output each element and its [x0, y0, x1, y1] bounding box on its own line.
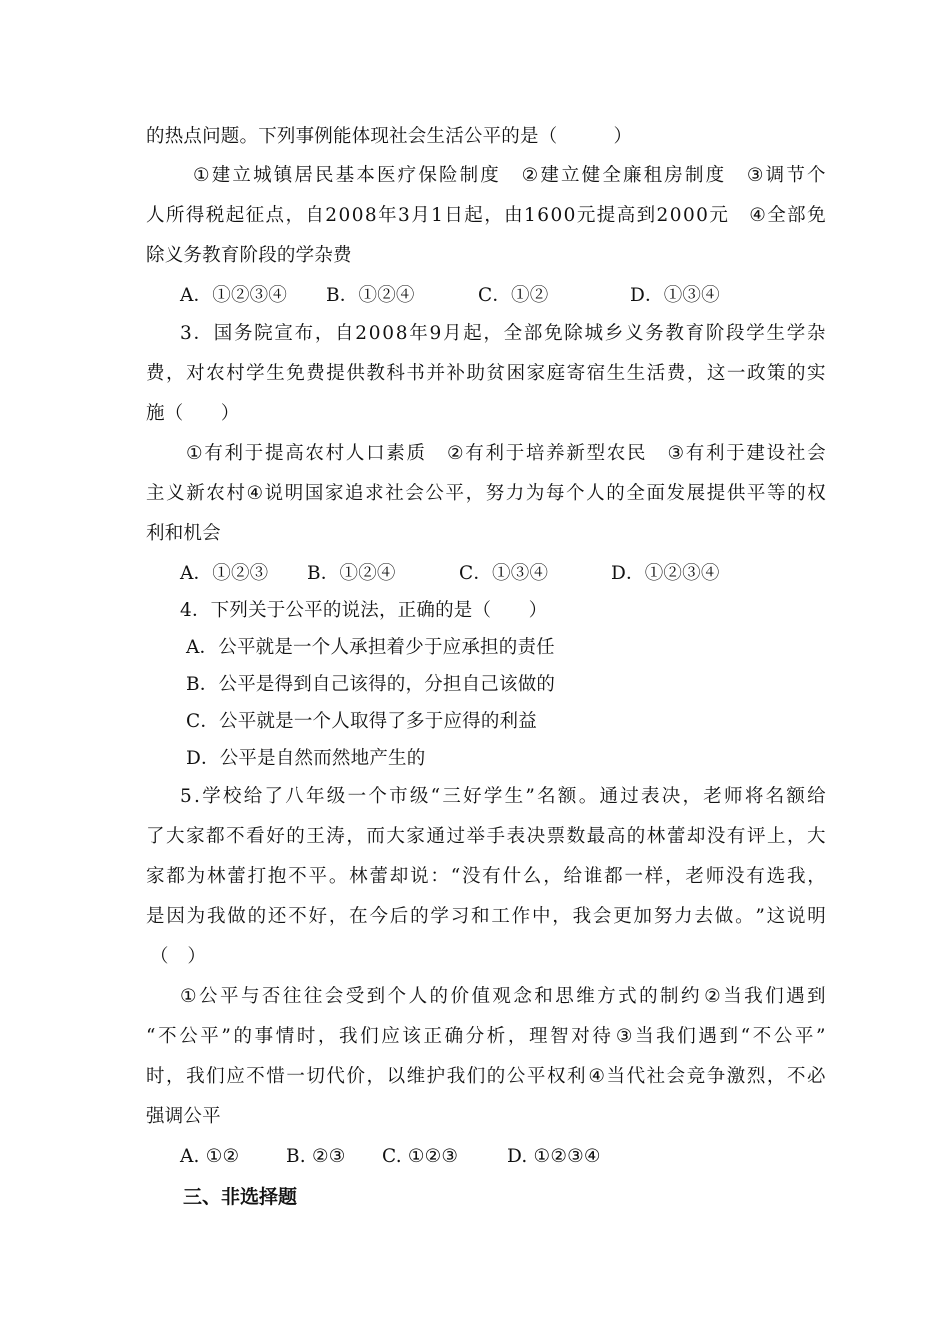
section-heading: 三、非选择题 — [183, 1186, 298, 1208]
q3-statement-line-2: 主 义 新 农 村 ④ 说 明 国 家 追 求 社 会 公 平 ， 努 力 为 每 个 人 的 全 面 发 展 提 供 平 等 的 权 — [146, 483, 826, 504]
q4-choice-d: D．公平是自然而然地产生的 — [186, 748, 426, 769]
q5-statement-line-1: ① 公 平 与 否 往 往 会 受 到 个 人 的 价 值 观 念 和 思 维 方 式 的 制 约 ② 当 我 们 遇 到 — [180, 986, 826, 1007]
q4-choice-b: B．公平是得到自己该得的，分担自己该做的 — [186, 674, 556, 695]
q5-stem-line-4: 是 因 为 我 做 的 还 不 好 ， 在 今 后 的 学 习 和 工 作 中 ， 我 会 更 加 努 力 去 做 。 ” 这 说 明 — [146, 906, 826, 927]
q5-option-d: D. ①②③④ — [507, 1146, 601, 1167]
q3-option-c: C．①③④ — [459, 563, 549, 584]
q3-stem-line-2: 费 ， 对 农 村 学 生 免 费 提 供 教 科 书 并 补 助 贫 困 家 庭 寄 宿 生 生 活 费 ， 这 一 政 策 的 实 — [146, 363, 826, 384]
q3-stem-line-3: 施（ ） — [146, 403, 240, 424]
q5-statement-line-3: 时 ， 我 们 应 不 惜 一 切 代 价 ， 以 维 护 我 们 的 公 平 权 利 ④ 当 代 社 会 竞 争 激 烈 ， 不 必 — [146, 1066, 826, 1087]
q5-stem-line-3: 家 都 为 林 蕾 打 抱 不 平 。 林 蕾 却 说 ： “ 没 有 什 么 ， 给 谁 都 一 样 ， 老 师 没 有 选 我 ， — [146, 866, 826, 887]
q2-option-a: A．①②③④ — [180, 285, 288, 306]
q2-statement-line-3: 除义务教育阶段的学杂费 — [146, 245, 352, 266]
q2-option-c: C．①② — [478, 285, 549, 306]
q3-option-b: B．①②④ — [307, 563, 396, 584]
q3-statement-line-1: ① 有 利 于 提 高 农 村 人 口 素 质 ② 有 利 于 培 养 新 型 农 民 ③ 有 利 于 建 设 社 会 — [186, 443, 826, 464]
q5-option-b: B. ②③ — [286, 1146, 346, 1167]
q2-statement-line-1: ① 建 立 城 镇 居 民 基 本 医 疗 保 险 制 度 ② 建 立 健 全 廉 租 房 制 度 ③ 调 节 个 — [193, 165, 826, 186]
q5-statement-line-2: “ 不 公 平 ” 的 事 情 时 ， 我 们 应 该 正 确 分 析 ， 理 智 对 待 ③ 当 我 们 遇 到 “ 不 公 平 ” — [146, 1026, 826, 1047]
q3-option-a: A．①②③ — [180, 563, 269, 584]
q3-statement-line-3: 利和机会 — [146, 523, 221, 544]
q2-options — [180, 283, 826, 309]
q5-options — [180, 1144, 826, 1170]
q3-options — [180, 561, 826, 587]
q5-stem-line-5: （ ） — [150, 946, 207, 967]
q4-choice-c: C．公平就是一个人取得了多于应得的利益 — [186, 711, 537, 732]
q5-option-a: A. ①② — [180, 1146, 240, 1167]
q5-statement-line-4: 强调公平 — [146, 1106, 221, 1127]
q2-statement-line-2: 人 所 得 税 起 征 点 ， 自 2 0 0 8 年 3 月 1 日 起 ， 由 1 6 0 0 元 提 高 到 2 0 0 0 元 ④ 全 部 免 — [146, 205, 826, 226]
q4-choice-a: A．公平就是一个人承担着少于应承担的责任 — [186, 637, 555, 658]
q5-stem-line-2: 了 大 家 都 不 看 好 的 王 涛 ， 而 大 家 通 过 举 手 表 决 票 数 最 高 的 林 蕾 却 没 有 评 上 ， 大 — [146, 826, 826, 847]
q5-option-c: C. ①②③ — [382, 1146, 459, 1167]
q2-option-d: D．①③④ — [630, 285, 720, 306]
q4-stem: 4．下列关于公平的说法，正确的是（ ） — [180, 600, 548, 621]
q2-option-b: B．①②④ — [326, 285, 415, 306]
q3-stem-line-1: 3 ． 国 务 院 宣 布 ， 自 2 0 0 8 年 9 月 起 ， 全 部 免 除 城 乡 义 务 教 育 阶 段 学 生 学 杂 — [180, 323, 826, 344]
q2-stem-end: 的热点问题。下列事例能体现社会生活公平的是（ ） — [146, 126, 633, 147]
q3-option-d: D．①②③④ — [611, 563, 720, 584]
q5-stem-line-1: 5 . 学 校 给 了 八 年 级 一 个 市 级 “ 三 好 学 生 ” 名 额 。 通 过 表 决 ， 老 师 将 名 额 给 — [180, 786, 826, 807]
